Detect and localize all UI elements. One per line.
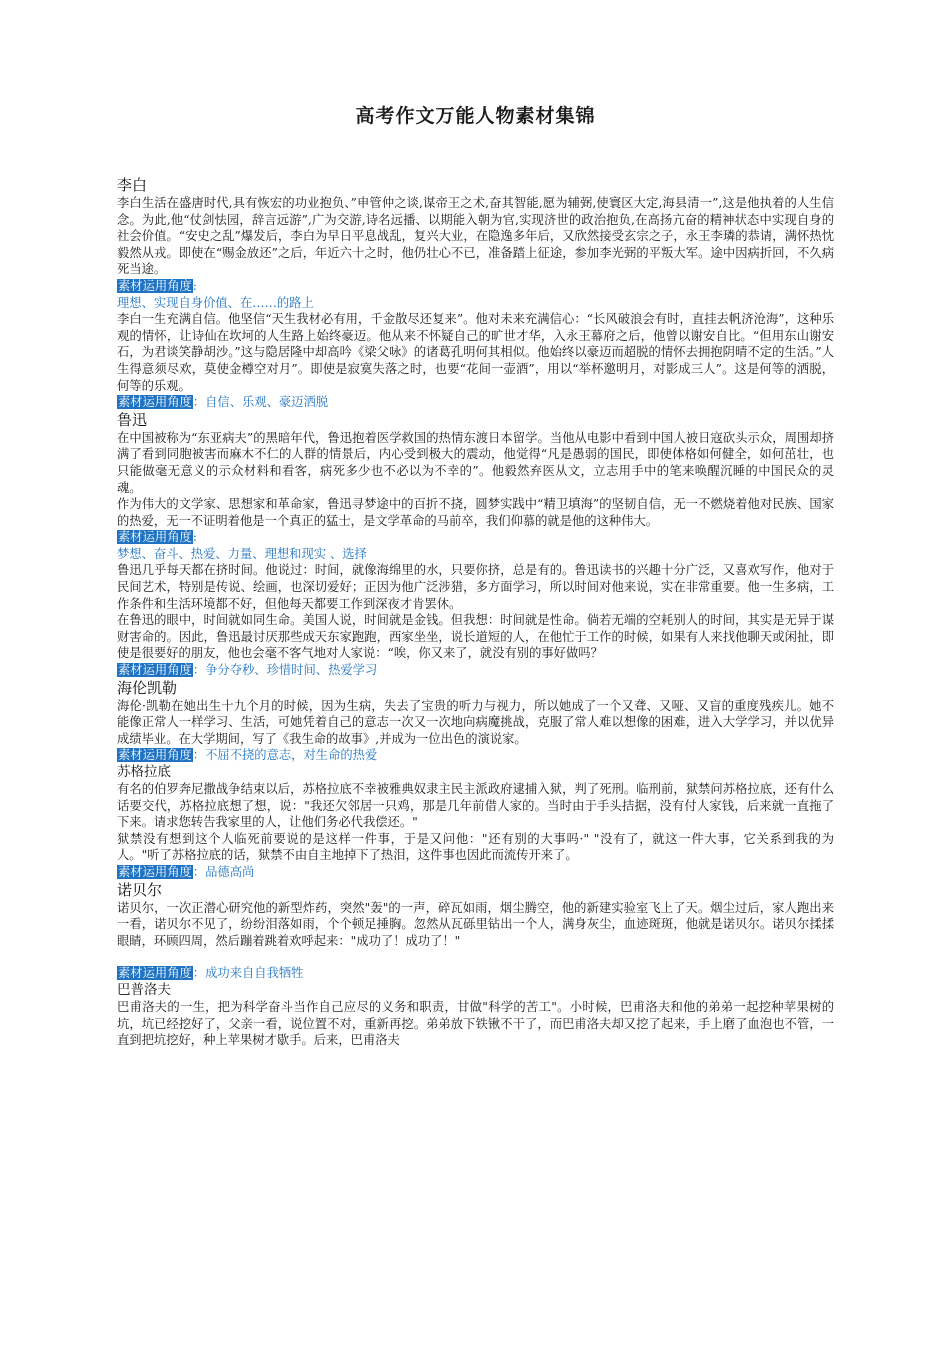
luxun-paragraph-1: 在中国被称为“东亚病夫”的黑暗年代，鲁迅抱着医学救国的热情东渡日本留学。当他从电影中看到中国人被日寇砍头示众，周围却挤满了看到同胞被害而麻木不仁的人群的情景后，内心受到极大的震动，他觉得“凡是愚弱的国民，即使体格如何健全，如何茁壮，也只能做毫无意义的示众材料和看客，病死多少也不必以为不幸的”。他毅然弃医从文，立志用手中的笔来唤醒沉睡的中国民众的灵魂。 — [117, 430, 834, 495]
person-name-socrates: 苏格拉底 — [117, 764, 171, 780]
luxun-paragraph-2: 作为伟大的文学家、思想家和革命家，鲁迅寻梦途中的百折不挠，圆梦实践中“精卫填海”的坚韧自信，无一不燃烧着他对民族、国家的热爱，无一不证明着他是一个真正的猛士，是文学革命的马前卒，我们仰慕的就是他的这种伟大。 — [117, 497, 834, 528]
luxun-paragraph-4: 在鲁迅的眼中，时间就如同生命。美国人说，时间就是金钱。但我想：时间就是性命。倘若无端的空耗别人的时间，其实是无异于谋财害命的。因此，鲁迅最讨厌那些成天东家跑跑，西家坐坐，说长道短的人，在他忙于工作的时候，如果有人来找他聊天或闲扯，即使是很要好的朋友，他也会毫不客气地对人家说：“唉，你又来了，就没有别的事好做吗？ — [117, 613, 834, 661]
person-name-libai: 李白 — [117, 176, 148, 194]
angle-tag-label: 素材运用角度 — [118, 663, 192, 678]
luxun-angle-2: ：争分夺秒、珍惜时间、热爱学习 — [192, 663, 378, 678]
luxun-angle-1: 梦想、奋斗、热爱、力量、理想和现实 、选择 — [117, 546, 367, 561]
person-name-luxun: 鲁迅 — [117, 410, 148, 429]
libai-angle-1: 理想、实现自身价值、在……的路上 — [117, 295, 314, 310]
libai-paragraph-2: 李白一生充满自信。他坚信“天生我材必有用，千金散尽还复来”。他对未来充满信心：“长风破浪会有时，直挂去帆济沧海”，这种乐观的情怀，让诗仙在坎坷的人生路上始终豪迈。他从来不怀疑自己的旷世才华，入永王幕府之后，他曾以谢安自比。“但用东山谢安石，为君谈笑静胡沙。”这与隐居隆中却高吟《梁父咏》的诸葛孔明何其相似。他始终以豪迈而超脱的情怀去拥抱阴晴不定的生活。”人生得意须尽欢，莫使金樽空对月”。即使是寂寞失落之时，也要“花间一壶酒”，用以“举杯邀明月，对影成三人”。这是何等的洒脱，何等的乐观。 — [117, 312, 834, 393]
person-name-pavlov: 巴普洛夫 — [117, 981, 171, 998]
page-title: 高考作文万能人物素材集锦 — [355, 105, 596, 127]
socrates-angle: ：品德高尚 — [192, 864, 255, 879]
person-name-nobel: 诺贝尔 — [117, 880, 163, 899]
nobel-paragraph-1: 诺贝尔，一次正潜心研究他的新型炸药，突然"轰"的一声，碎瓦如雨，烟尘腾空，他的新建实验室飞上了天。烟尘过后，家人跑出来一看，诺贝尔不见了，纷纷泪落如雨，个个顿足捶胸。忽然从瓦砾里钻出一个人，满身灰尘，血迹斑斑，他就是诺贝尔。诺贝尔揉揉眼睛，环顾四周，然后蹦着跳着欢呼起来："成功了！成功了！" — [117, 900, 834, 948]
angle-tag-label: 素材运用角度 — [118, 966, 192, 981]
socrates-paragraph-2: 狱禁没有想到这个人临死前要说的是这样一件事，于是又问他："还有别的大事吗·" "没有了，就这一件大事，它关系到我的为人。"听了苏格拉底的话，狱禁不由自主地掉下了热泪，这件事也因此而流传开来了。 — [117, 831, 834, 863]
angle-tag-label: 素材运用角度 — [118, 748, 192, 763]
luxun-paragraph-3: 鲁迅几乎每天都在挤时间。他说过：时间，就像海绵里的水，只要你挤，总是有的。鲁迅读书的兴趣十分广泛，又喜欢写作，他对于民间艺术，特别是传说、绘画，也深切爱好；正因为他广泛涉猎，多方面学习，所以时间对他来说，实在非常重要。他一生多病，工作条件和生活环境都不好，但他每天都要工作到深夜才肯罢休。 — [117, 563, 834, 611]
libai-angle-2: ：自信、乐观、豪迈洒脱 — [192, 395, 329, 410]
angle-tag-label: 素材运用角度 — [118, 278, 192, 293]
libai-angle-header — [117, 278, 834, 295]
nobel-angle-line — [117, 965, 834, 982]
libai-paragraph-1: 李白生活在盛唐时代,具有恢宏的功业抱负、”申管仲之谈,谋帝王之术,奋其智能,愿为辅弼,使寰区大定,海县清一”,这是他执着的人生信念。为此,他“仗剑怯园，辞言远游”,广为交游,诗名远播、以期能入朝为官,实现济世的政治抱负,在高扬亢奋的精神状态中实现自身的社会价值。“安史之乱”爆发后，李白为早日平息战乱，复兴大业，在隐逸多年后，又欣然接受玄宗之子，永王李璘的恭请，满怀热忱毅然从戎。即使在“赐金放还”之后，年近六十之时，他仍壮心不已，准备踏上征途，参加李光弼的平叛大军。途中因病折回，不久病死当途。 — [117, 196, 834, 277]
pavlov-paragraph-1: 巴甫洛夫的一生，把为科学奋斗当作自己应尽的义务和职责，甘做"科学的苦工"。小时候，巴甫洛夫和他的弟弟一起挖种苹果树的坑，坑已经挖好了，父亲一看，说位置不对，重新再挖。弟弟放下铁锹不干了，而巴甫洛夫却又挖了起来，手上磨了血泡也不管，一直到把坑挖好，种上苹果树才歇手。后来，巴甫洛夫 — [117, 999, 834, 1048]
angle-colon: : — [192, 530, 197, 545]
angle-tag-label: 素材运用角度 — [118, 395, 192, 410]
libai-angle-2-line — [117, 394, 834, 411]
luxun-angle-header — [117, 529, 834, 546]
angle-tag-label: 素材运用角度 — [118, 530, 192, 545]
blank-line — [117, 949, 834, 965]
person-name-keller: 海伦凯勒 — [117, 678, 178, 697]
keller-angle: ：不屈不挠的意志，对生命的热爱 — [192, 748, 378, 763]
angle-colon: : — [192, 278, 197, 293]
luxun-angle-2-line — [117, 662, 834, 679]
socrates-paragraph-1: 有名的伯罗奔尼撒战争结束以后，苏格拉底不幸被雅典奴隶主民主派政府逮捕入狱，判了死刑。临刑前，狱禁问苏格拉底，还有什么话要交代，苏格拉底想了想，说："我还欠邻居一只鸡，那是几年前借人家的。当时由于手头拮据，没有付人家钱，后来就一直拖了下来。请求您转告我家里的人，让他们务必代我偿还。" — [117, 782, 834, 830]
angle-tag-label: 素材运用角度 — [118, 864, 192, 879]
keller-angle-line — [117, 747, 834, 764]
nobel-angle: ：成功来自自我牺牲 — [192, 966, 304, 981]
keller-paragraph-1: 海伦·凯勒在她出生十九个月的时候，因为生病，失去了宝贵的听力与视力，所以她成了一个又聋、又哑、又盲的重度残疾儿。她不能像正常人一样学习、生活，可她凭着自己的意志一次又一次地向病魔挑战，克服了常人难以想像的困难，进入大学学习，并以优异成绩毕业。在大学期间，写了《我生命的故事》,并成为一位出色的演说家。 — [117, 698, 834, 746]
socrates-angle-line — [117, 864, 834, 881]
